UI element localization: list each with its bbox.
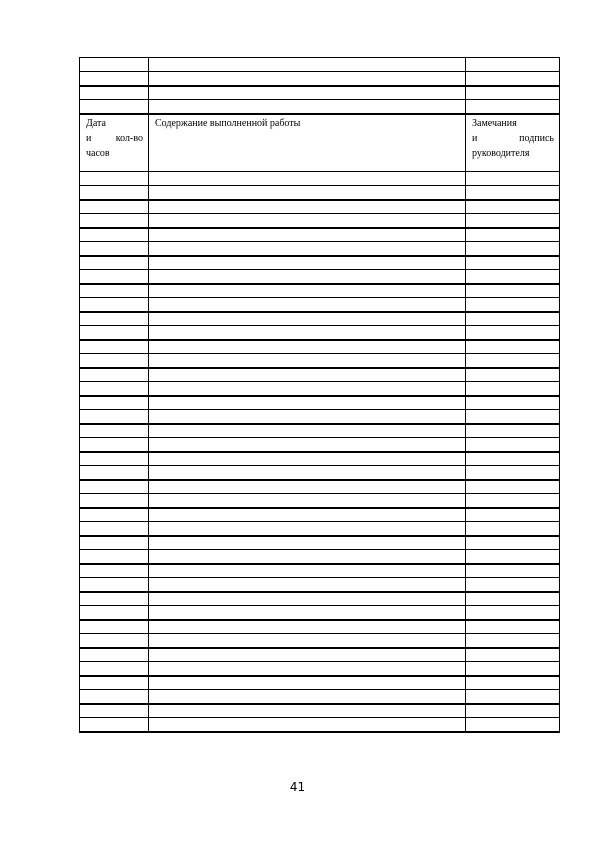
header-remarks-signature-word: и: [472, 132, 478, 144]
header-work-content: [149, 114, 466, 172]
table-row: [80, 340, 560, 354]
header-date-hours-word: и: [86, 132, 92, 144]
table-cell: [149, 100, 466, 114]
table-row: [80, 354, 560, 368]
table-cell: [80, 466, 149, 480]
table-cell: [80, 382, 149, 396]
table-cell: [80, 354, 149, 368]
table-cell: [80, 58, 149, 72]
table-cell: [149, 662, 466, 676]
table-cell: [466, 466, 560, 480]
table-cell: [149, 214, 466, 228]
table-cell: [149, 270, 466, 284]
table-cell: [149, 354, 466, 368]
table-cell: [466, 186, 560, 200]
table-cell: [149, 606, 466, 620]
table-cell: [80, 410, 149, 424]
table-cell: [80, 522, 149, 536]
table-row: [80, 508, 560, 522]
table-cell: [149, 676, 466, 690]
table-cell: [149, 172, 466, 186]
table-cell: [466, 662, 560, 676]
table-cell: [80, 228, 149, 242]
table-row: [80, 634, 560, 648]
table-cell: [80, 438, 149, 452]
table-row: [80, 284, 560, 298]
table-cell: [80, 634, 149, 648]
table-cell: [80, 424, 149, 438]
table-cell: [80, 270, 149, 284]
page-number: 41: [289, 780, 306, 794]
table-row: [80, 326, 560, 340]
table-row: [80, 58, 560, 72]
table-row: [80, 86, 560, 100]
table-cell: [466, 368, 560, 382]
table-cell: [466, 284, 560, 298]
table-cell: [149, 284, 466, 298]
table-cell: [80, 86, 149, 100]
table-cell: [80, 368, 149, 382]
table-row: [80, 396, 560, 410]
table-cell: [466, 480, 560, 494]
table-cell: [80, 620, 149, 634]
table-cell: [80, 256, 149, 270]
table-row: [80, 270, 560, 284]
table-row: [80, 578, 560, 592]
header-row: [80, 114, 560, 172]
table-cell: [149, 578, 466, 592]
table-cell: [80, 550, 149, 564]
table-row: [80, 592, 560, 606]
table-cell: [466, 228, 560, 242]
header-remarks-signature-line: [472, 131, 554, 146]
table-cell: [466, 620, 560, 634]
table-cell: [466, 100, 560, 114]
table-cell: [466, 536, 560, 550]
table-cell: [466, 648, 560, 662]
table-row: [80, 564, 560, 578]
table-cell: [80, 326, 149, 340]
table-cell: [466, 172, 560, 186]
table-row: [80, 382, 560, 396]
table-row: [80, 172, 560, 186]
table-cell: [466, 410, 560, 424]
table-cell: [149, 242, 466, 256]
table-row: [80, 452, 560, 466]
table-cell: [149, 620, 466, 634]
table-cell: [149, 466, 466, 480]
table-cell: [466, 452, 560, 466]
table-cell: [466, 704, 560, 718]
table-row: [80, 690, 560, 704]
table-row: [80, 620, 560, 634]
table-cell: [466, 396, 560, 410]
table-row: [80, 662, 560, 676]
table-cell: [466, 578, 560, 592]
table-cell: [466, 200, 560, 214]
table-cell: [149, 326, 466, 340]
table-cell: [466, 354, 560, 368]
table-cell: [80, 662, 149, 676]
table-row: [80, 676, 560, 690]
table-cell: [149, 690, 466, 704]
table-row: [80, 718, 560, 732]
table-row: [80, 242, 560, 256]
header-remarks-signature-word: подпись: [519, 132, 554, 144]
table-rows-before-header: [80, 58, 560, 114]
table-cell: [149, 634, 466, 648]
table-cell: [149, 508, 466, 522]
table-row: [80, 256, 560, 270]
header-remarks-signature-word: Замечания: [472, 117, 517, 129]
table-cell: [149, 522, 466, 536]
table-cell: [466, 58, 560, 72]
header-remarks-signature-line: [472, 146, 554, 161]
table-cell: [80, 704, 149, 718]
table-cell: [80, 578, 149, 592]
table-row: [80, 522, 560, 536]
table-cell: [466, 382, 560, 396]
table-row: [80, 438, 560, 452]
header-date-hours-line: [86, 116, 143, 131]
table-cell: [80, 480, 149, 494]
work-log-table: [79, 57, 560, 733]
table-cell: [149, 340, 466, 354]
table-cell: [80, 200, 149, 214]
table-cell: [149, 550, 466, 564]
table-cell: [466, 298, 560, 312]
table-cell: [466, 340, 560, 354]
table-cell: [149, 480, 466, 494]
table-cell: [80, 452, 149, 466]
table-cell: [80, 284, 149, 298]
table-cell: [149, 72, 466, 86]
table-cell: [466, 326, 560, 340]
table-cell: [466, 270, 560, 284]
table-row: [80, 494, 560, 508]
table-cell: [149, 438, 466, 452]
table-cell: [466, 718, 560, 732]
table-cell: [149, 200, 466, 214]
table-row: [80, 550, 560, 564]
table-cell: [80, 72, 149, 86]
table-row: [80, 200, 560, 214]
table-row: [80, 368, 560, 382]
table-cell: [466, 214, 560, 228]
table-cell: [149, 86, 466, 100]
table-cell: [80, 100, 149, 114]
table-cell: [466, 424, 560, 438]
table-cell: [80, 340, 149, 354]
table-row: [80, 72, 560, 86]
table-cell: [149, 312, 466, 326]
table-cell: [466, 550, 560, 564]
table-cell: [80, 648, 149, 662]
table-cell: [466, 256, 560, 270]
table-rows-after-header: [80, 172, 560, 732]
table-cell: [149, 592, 466, 606]
table-cell: [80, 718, 149, 732]
header-date-hours: [80, 114, 149, 172]
table-cell: [466, 72, 560, 86]
table-cell: [80, 214, 149, 228]
table-cell: [149, 494, 466, 508]
table-row: [80, 228, 560, 242]
table-cell: [466, 508, 560, 522]
table-row: [80, 466, 560, 480]
table-cell: [466, 690, 560, 704]
table-cell: [149, 396, 466, 410]
table-cell: [80, 536, 149, 550]
table-cell: [149, 424, 466, 438]
table-cell: [466, 676, 560, 690]
header-remarks-signature-word: руководителя: [472, 147, 530, 159]
table-cell: [466, 606, 560, 620]
table-row: [80, 606, 560, 620]
table-cell: [149, 228, 466, 242]
table-cell: [466, 494, 560, 508]
table-cell: [80, 312, 149, 326]
table-cell: [466, 592, 560, 606]
table-row: [80, 704, 560, 718]
table-cell: [149, 368, 466, 382]
table-cell: [466, 86, 560, 100]
table-cell: [466, 522, 560, 536]
table-row: [80, 536, 560, 550]
table-row: [80, 186, 560, 200]
header-date-hours-line: [86, 131, 143, 146]
table-row: [80, 410, 560, 424]
table-cell: [149, 452, 466, 466]
table-cell: [149, 564, 466, 578]
table-header: [80, 114, 560, 172]
table-row: [80, 424, 560, 438]
table-cell: [80, 242, 149, 256]
table-cell: [466, 242, 560, 256]
table-cell: [149, 186, 466, 200]
table-cell: [149, 410, 466, 424]
table-cell: [80, 298, 149, 312]
table-row: [80, 480, 560, 494]
table-row: [80, 298, 560, 312]
table-cell: [466, 564, 560, 578]
header-date-hours-word: кол-во: [115, 132, 143, 144]
table-cell: [466, 438, 560, 452]
table-cell: [80, 172, 149, 186]
table-cell: [80, 396, 149, 410]
table-cell: [80, 508, 149, 522]
table-cell: [149, 704, 466, 718]
table-cell: [80, 186, 149, 200]
table-cell: [80, 676, 149, 690]
table-cell: [149, 382, 466, 396]
table-cell: [149, 58, 466, 72]
header-date-hours-word: часов: [86, 147, 110, 159]
table-cell: [466, 312, 560, 326]
table-row: [80, 312, 560, 326]
table-cell: [80, 690, 149, 704]
table-row: [80, 214, 560, 228]
table-cell: [80, 592, 149, 606]
table-cell: [80, 494, 149, 508]
header-date-hours-word: Дата: [86, 117, 106, 129]
header-remarks-signature: [466, 114, 560, 172]
table-row: [80, 100, 560, 114]
table-cell: [466, 634, 560, 648]
table-cell: [80, 564, 149, 578]
table-cell: [149, 718, 466, 732]
table-cell: [80, 606, 149, 620]
header-work-content-text: Содержание выполненной работы: [155, 117, 301, 129]
table-cell: [149, 648, 466, 662]
table-cell: [149, 298, 466, 312]
header-remarks-signature-line: [472, 116, 554, 131]
table-cell: [149, 256, 466, 270]
table-cell: [149, 536, 466, 550]
table-row: [80, 648, 560, 662]
header-date-hours-line: [86, 146, 143, 161]
